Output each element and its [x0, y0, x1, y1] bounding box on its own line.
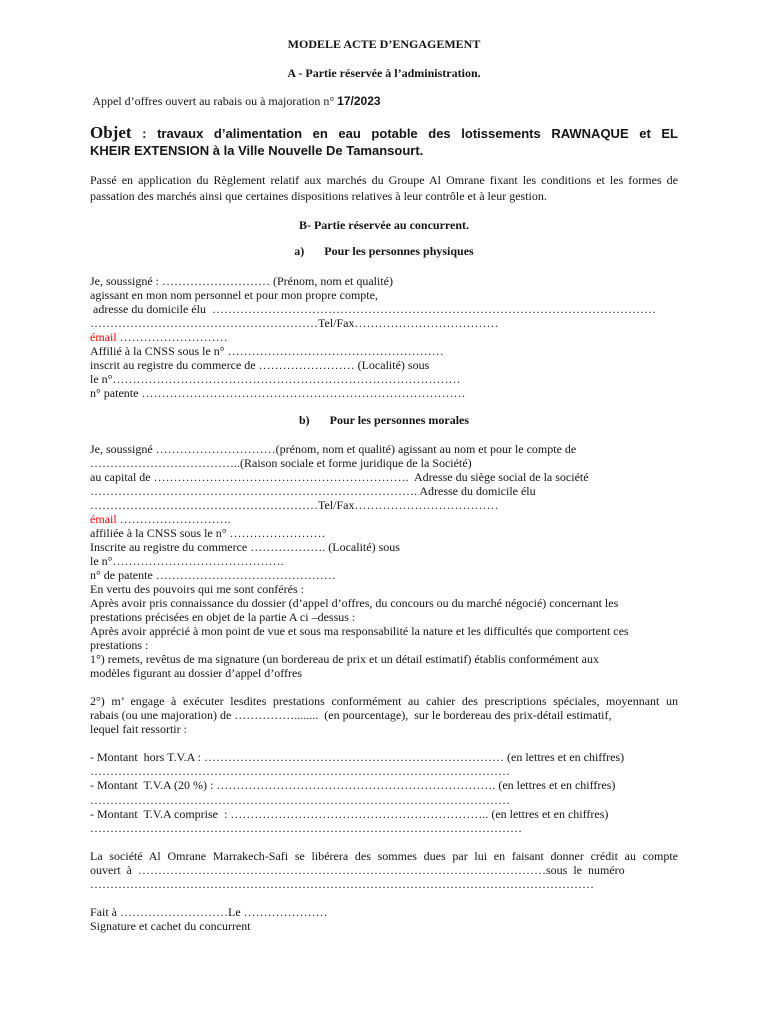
email-label: émail	[90, 330, 117, 344]
paragraph-line: ………………………………………………………………………………………………………………	[90, 877, 594, 891]
amount-dots-line: ……………………………………………………………………………………………	[90, 792, 510, 807]
paragraph-line: Passé en application du Règlement relatif aux marchés du Groupe Al Omrane fixant les conditions et les formes de	[90, 173, 678, 187]
form-line: modèles figurant au dossier d’appel d’offres	[90, 666, 303, 680]
form-line: Affilié à la CNSS sous le n° ………………………………………………	[90, 344, 444, 358]
form-line: …………………………………………………Tel/Fax………………………………	[90, 316, 499, 330]
paragraph-line: passation des marchés ainsi que certaines dispositions relatives à leur contrôle et à leur gestion.	[90, 189, 547, 203]
form-line: ………………………………..(Raison sociale et forme juridique de la Société)	[90, 456, 472, 470]
document-title: MODELE ACTE D’ENGAGEMENT	[287, 37, 481, 51]
amount-line: - Montant T.V.A (20 %) : ……………………………………………………………. (en lettres et en chiffres)	[90, 778, 616, 793]
email-label: émail	[90, 512, 117, 526]
amounts-section	[90, 750, 678, 835]
legal-persons-heading	[90, 413, 678, 427]
section-title: Pour les personnes morales	[329, 413, 470, 427]
paragraph-line: rabais (ou une majoration) de ……………........ (en pourcentage), sur le bordereau des prix-détail estimatif,	[90, 708, 612, 722]
email-field: ……………………….	[116, 512, 231, 526]
form-line: agissant en mon nom personnel et pour mon propre compte,	[90, 288, 378, 302]
paragraph-line: ouvert à …………………………………………………………………………………………sous le numéro	[90, 863, 625, 877]
signature-section	[90, 905, 678, 933]
place-date-line: Fait à ………………………Le …………………	[90, 905, 328, 919]
form-line: adresse du domicile élu …………………………………………………………………………………………………	[90, 302, 656, 316]
object-section	[90, 123, 678, 159]
legal-persons-form	[90, 442, 678, 680]
regulation-paragraph	[90, 172, 678, 204]
engagement-paragraph	[90, 694, 678, 736]
object-line-2: KHEIR EXTENSION à la Ville Nouvelle De Tamansourt.	[90, 143, 424, 158]
email-line	[90, 512, 678, 526]
form-line: au capital de ………………………………………………………. Adresse du siège social de la société	[90, 470, 589, 484]
payment-paragraph	[90, 849, 678, 891]
object-text: : travaux d’alimentation en eau potable des lotissements RAWNAQUE et EL	[131, 126, 678, 141]
amount-dots-line: ………………………………………………………………………………………………	[90, 820, 522, 835]
email-line	[90, 330, 678, 344]
object-label: Objet	[90, 123, 132, 142]
amount-line: - Montant T.V.A comprise : ……………………………………………………….. (en lettres et en chiffres)	[90, 806, 609, 821]
section-marker: b)	[298, 413, 310, 427]
form-line: Après avoir apprécié à mon point de vue et sous ma responsabilité la nature et les difficultés que comportent ces	[90, 624, 629, 638]
form-line: Après avoir pris connaissance du dossier (d’appel d’offres, du concours ou du marché négocié) concernant les	[90, 596, 619, 610]
tender-number: 17/2023	[337, 94, 381, 108]
paragraph-line: La société Al Omrane Marrakech-Safi se libérera des sommes dues par lui en faisant donner crédit au compte	[90, 849, 678, 863]
form-line: n° de patente ………………………………………	[90, 568, 336, 582]
paragraph-line: lequel fait ressortir :	[90, 722, 187, 736]
section-title: Pour les personnes physiques	[324, 244, 474, 258]
tender-text: Appel d’offres ouvert au rabais ou à majoration n°	[90, 94, 338, 108]
email-field: ………………………	[116, 330, 228, 344]
form-line: prestations :	[90, 638, 149, 652]
form-line: le n°…………………………………….	[90, 554, 284, 568]
amount-dots-line: ……………………………………………………………………………………………	[90, 764, 510, 779]
part-b-heading: B- Partie réservée au concurrent.	[298, 218, 470, 232]
amount-line: - Montant hors T.V.A : ………………………………………………………………… (en lettres et en chiffres)	[90, 750, 625, 764]
paragraph-line: 2°) m’ engage à exécuter lesdites prestations conformément au cahier des prescriptions spéciales, moyennant un	[90, 694, 678, 708]
section-marker: a)	[294, 244, 305, 258]
signature-label: Signature et cachet du concurrent	[90, 919, 251, 933]
form-line: n° patente ………………………………………………………………………	[90, 386, 466, 400]
form-line: Je, soussigné …………………………(prénom, nom et qualité) agissant au nom et pour le compte de	[90, 442, 577, 456]
part-a-heading: A - Partie réservée à l’administration.	[287, 66, 481, 80]
tender-reference	[90, 94, 678, 108]
form-line: Je, soussigné : ……………………… (Prénom, nom et qualité)	[90, 274, 393, 288]
object-line-1	[90, 123, 678, 143]
physical-persons-heading	[90, 244, 678, 258]
physical-persons-form	[90, 274, 678, 400]
form-line: 1°) remets, revêtus de ma signature (un bordereau de prix et un détail estimatif) établis conformément aux	[90, 652, 599, 666]
form-line: …………………………………………………Tel/Fax………………………………	[90, 498, 499, 512]
form-line: affiliée à la CNSS sous le n° ……………………	[90, 526, 326, 540]
form-line: Inscrite au registre du commerce ………………. (Localité) sous	[90, 540, 400, 554]
form-line: le n°……………………………………………………………………………	[90, 372, 461, 386]
form-line: En vertu des pouvoirs qui me sont conférés :	[90, 582, 304, 596]
form-line: inscrit au registre du commerce de …………………… (Localité) sous	[90, 358, 430, 372]
form-line: ………………………………………………………………………. Adresse du domicile élu	[90, 484, 536, 498]
form-line: prestations précisées en objet de la partie A ci –dessus :	[90, 610, 356, 624]
